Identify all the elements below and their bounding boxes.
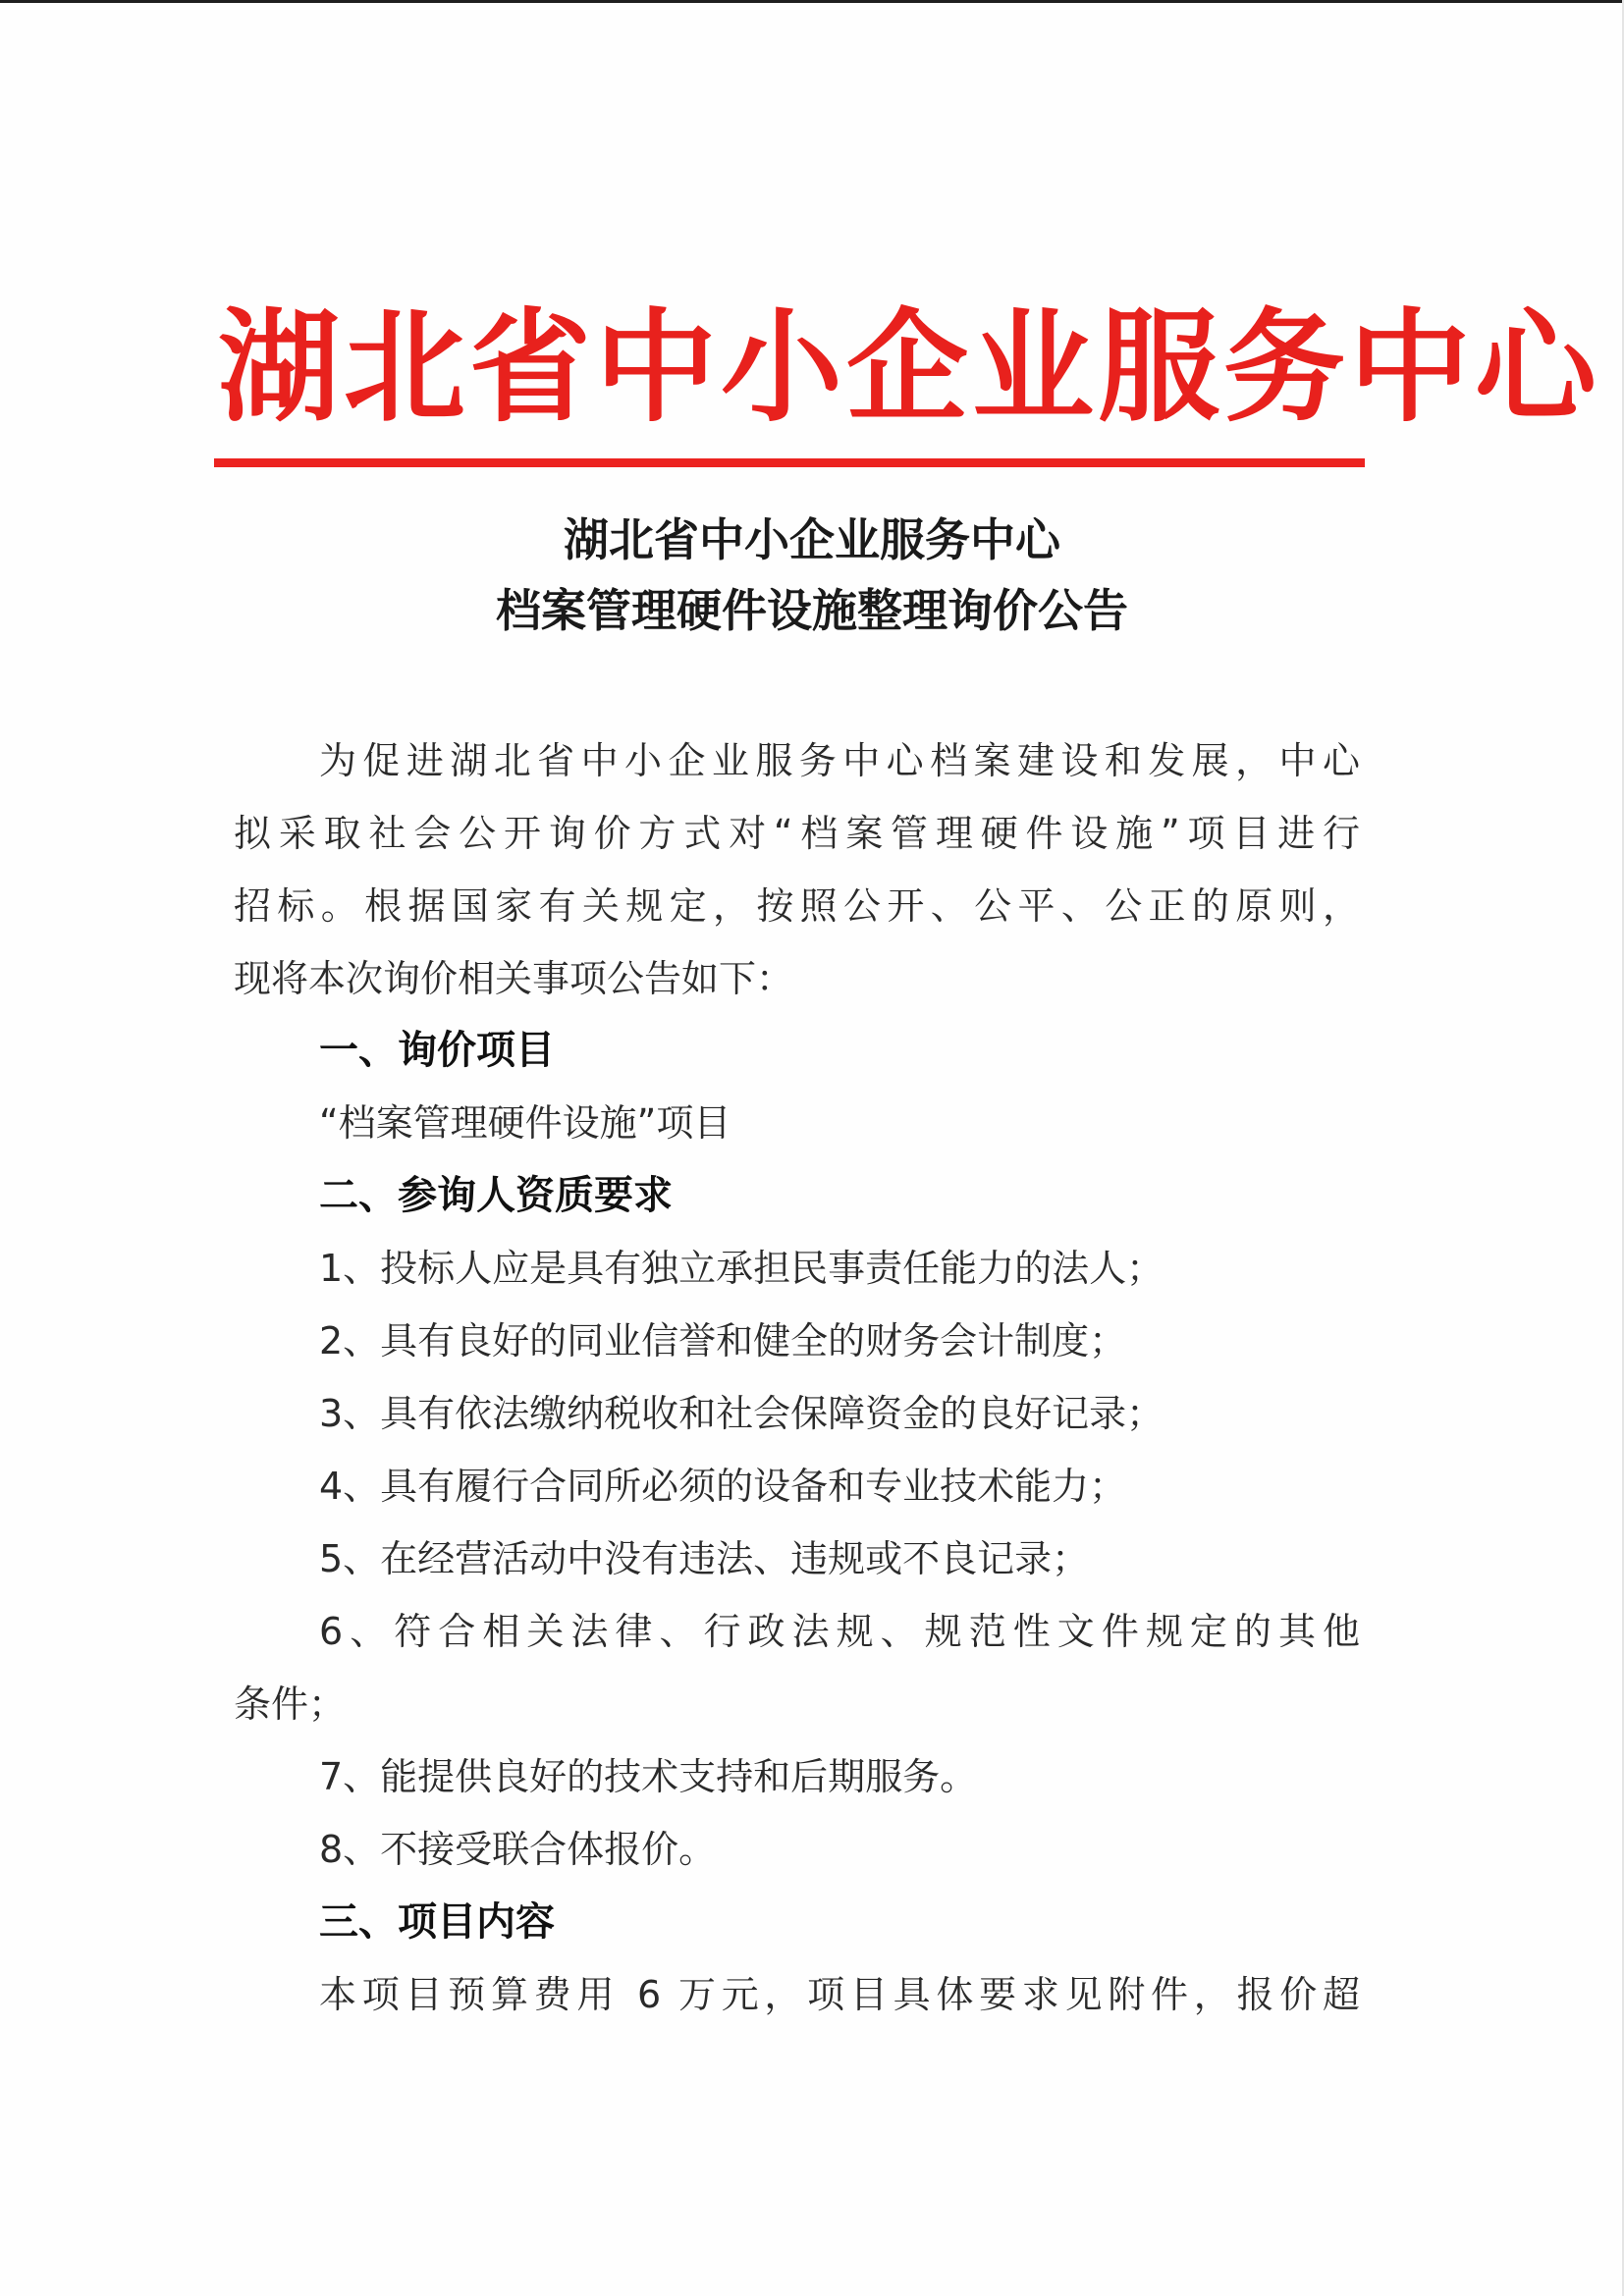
section-2-heading: 二、参询人资质要求: [319, 1173, 673, 1218]
section-1-heading: 一、询价项目: [319, 1028, 555, 1073]
scan-edge-top: [0, 0, 1624, 3]
requirement-item: 8、不接受联合体报价。: [319, 1828, 717, 1871]
intro-line-4: 现将本次询价相关事项公告如下：: [234, 957, 794, 1000]
letterhead-organization: 湖北省中小企业服务中心: [218, 296, 1601, 439]
section-3-content: 本项目预算费用 6 万元，项目具体要求见附件，报价超: [319, 1973, 1360, 2016]
requirement-item: 5、在经营活动中没有违法、违规或不良记录；: [319, 1537, 1090, 1580]
intro-line-1: 为促进湖北省中小企业服务中心档案建设和发展，中心: [319, 739, 1360, 782]
requirement-item-continuation: 条件；: [234, 1682, 347, 1726]
requirement-item: 3、具有依法缴纳税收和社会保障资金的良好记录；: [319, 1392, 1164, 1435]
requirement-item: 2、具有良好的同业信誉和健全的财务会计制度；: [319, 1319, 1127, 1362]
letterhead-red-rule: [214, 458, 1365, 467]
intro-line-2: 拟采取社会公开询价方式对“档案管理硬件设施”项目进行: [234, 812, 1360, 855]
intro-line-3: 招标。根据国家有关规定，按照公开、公平、公正的原则，: [234, 884, 1360, 928]
requirement-item: 1、投标人应是具有独立承担民事责任能力的法人；: [319, 1247, 1164, 1290]
document-title-line-1: 湖北省中小企业服务中心: [564, 513, 1060, 566]
section-3-heading: 三、项目内容: [319, 1899, 555, 1945]
requirement-item: 7、能提供良好的技术支持和后期服务。: [319, 1755, 978, 1798]
document-title-line-2: 档案管理硬件设施整理询价公告: [496, 584, 1128, 637]
requirement-item: 4、具有履行合同所必须的设备和专业技术能力；: [319, 1465, 1127, 1508]
requirement-item: 6、符合相关法律、行政法规、规范性文件规定的其他: [319, 1610, 1360, 1653]
section-1-content: “档案管理硬件设施”项目: [319, 1101, 731, 1145]
